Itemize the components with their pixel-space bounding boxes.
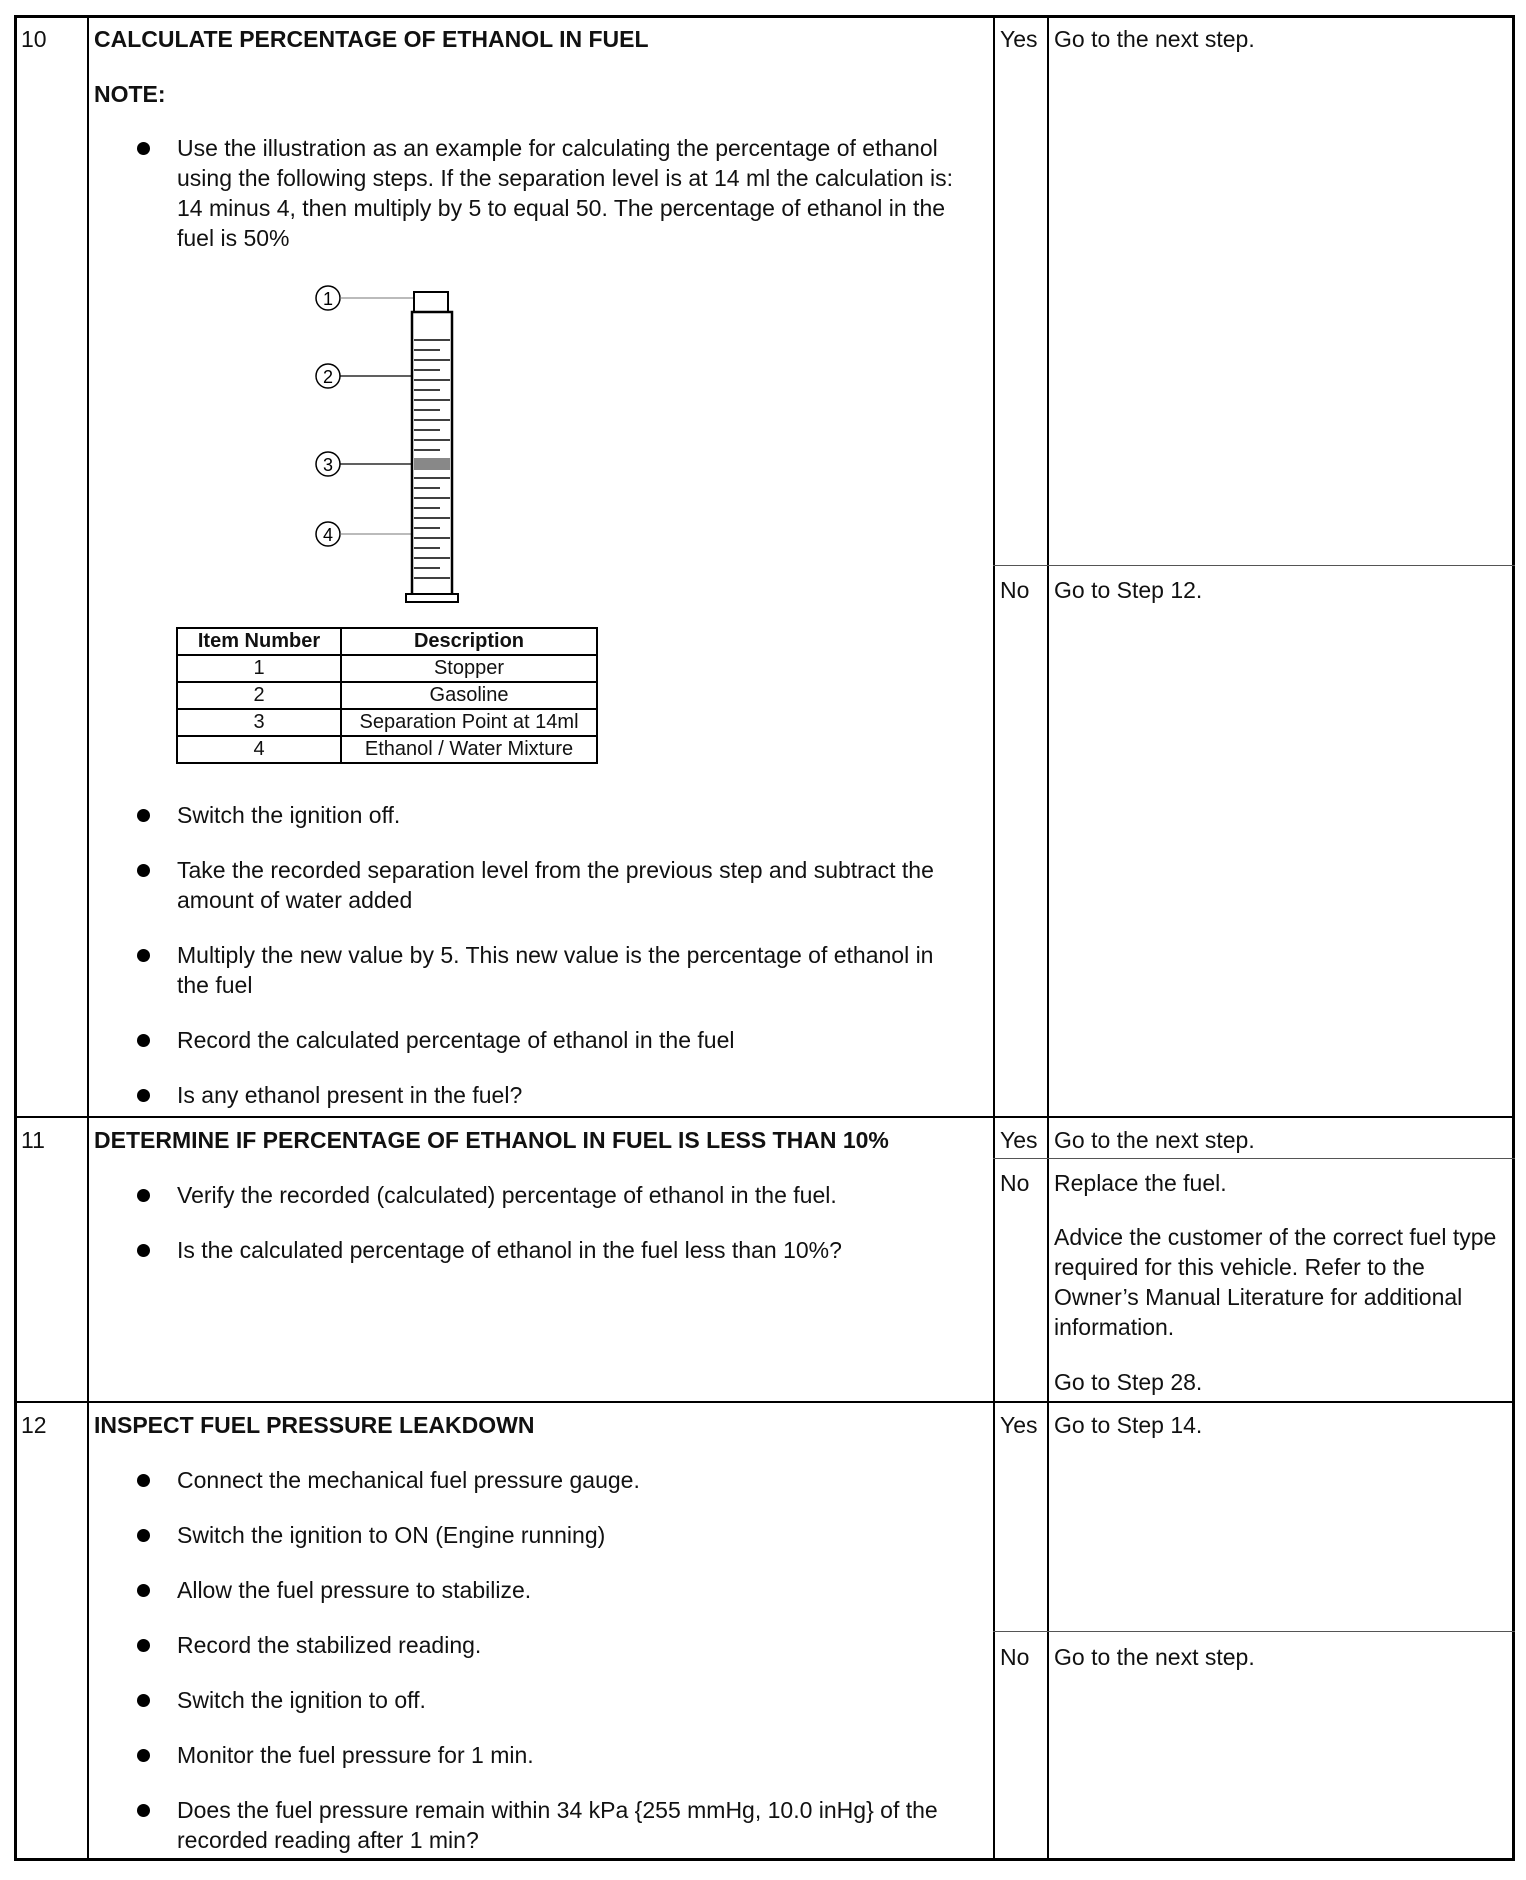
yesno-divider-12 — [993, 1631, 1515, 1632]
svg-text:2: 2 — [322, 367, 334, 387]
step-12-no-label: No — [1000, 1644, 1030, 1670]
cylinder-base — [406, 594, 458, 602]
table-cell: 2 — [177, 682, 341, 709]
callout-3 — [316, 452, 412, 476]
step-11-yes-label: Yes — [1000, 1127, 1038, 1153]
table-row — [177, 709, 597, 736]
step-10-yes-label: Yes — [1000, 26, 1038, 52]
step-12-bullets — [137, 1465, 967, 1880]
table-cell: Ethanol / Water Mixture — [341, 736, 597, 763]
list-item: Is any ethanol present in the fuel? — [137, 1080, 967, 1110]
step-11-bullets — [137, 1180, 967, 1290]
svg-text:3: 3 — [322, 455, 334, 475]
step-10-title: CALCULATE PERCENTAGE OF ETHANOL IN FUEL — [94, 26, 649, 52]
step-11-yes-action: Go to the next step. — [1054, 1127, 1255, 1153]
item-description-table — [176, 627, 598, 764]
step-12-no-action: Go to the next step. — [1054, 1644, 1255, 1670]
stopper — [414, 292, 448, 312]
list-item: Switch the ignition to ON (Engine running) — [137, 1520, 967, 1550]
step-11-no-label: No — [1000, 1170, 1030, 1196]
table-cell: 3 — [177, 709, 341, 736]
note-bullet: Use the illustration as an example for calculating the percentage of ethanol using the following steps. If the separation level is at 14 ml the calculation is: 14 minus 4, then multiply by 5 to equal 50. The percentage of ethanol in the fuel is 50% — [137, 133, 967, 253]
step-11-no-action-1: Replace the fuel. — [1054, 1170, 1227, 1196]
svg-text:4: 4 — [322, 525, 334, 545]
list-item: Is the calculated percentage of ethanol in the fuel less than 10%? — [137, 1235, 967, 1265]
step-12-number: 12 — [21, 1412, 47, 1438]
list-item: Multiply the new value by 5. This new value is the percentage of ethanol in the fuel — [137, 940, 967, 1000]
step-12-title: INSPECT FUEL PRESSURE LEAKDOWN — [94, 1412, 535, 1438]
step-11-no-action-3: Go to Step 28. — [1054, 1369, 1203, 1395]
cylinder-tube — [412, 312, 452, 597]
list-item: Monitor the fuel pressure for 1 min. — [137, 1740, 967, 1770]
step-11-number: 11 — [21, 1127, 45, 1153]
step-12-yes-action: Go to Step 14. — [1054, 1412, 1203, 1438]
header-description: Description — [341, 628, 597, 655]
step-10-no-label: No — [1000, 577, 1030, 603]
list-item: Record the calculated percentage of ethanol in the fuel — [137, 1025, 967, 1055]
callout-2 — [316, 364, 412, 388]
list-item: Connect the mechanical fuel pressure gauge. — [137, 1465, 967, 1495]
list-item: Verify the recorded (calculated) percentage of ethanol in the fuel. — [137, 1180, 967, 1210]
yesno-divider-10 — [993, 565, 1515, 566]
step-10-note-label: NOTE: — [94, 81, 166, 107]
graduated-cylinder-illustration — [300, 280, 480, 610]
list-item: Does the fuel pressure remain within 34 kPa {255 mmHg, 10.0 inHg} of the recorded reading after 1 min? — [137, 1795, 967, 1855]
table-cell: Stopper — [341, 655, 597, 682]
table-header-row — [177, 628, 597, 655]
col-divider-number — [87, 15, 89, 1861]
table-row — [177, 655, 597, 682]
table-cell: 1 — [177, 655, 341, 682]
table-cell: Separation Point at 14ml — [341, 709, 597, 736]
list-item: Allow the fuel pressure to stabilize. — [137, 1575, 967, 1605]
list-item: Take the recorded separation level from the previous step and subtract the amount of water added — [137, 855, 967, 915]
table-row — [177, 736, 597, 763]
row-divider-11-12 — [14, 1401, 1515, 1403]
table-cell: 4 — [177, 736, 341, 763]
table-cell: Gasoline — [341, 682, 597, 709]
col-divider-action — [1047, 15, 1049, 1861]
header-item-number: Item Number — [177, 628, 341, 655]
svg-text:1: 1 — [322, 289, 334, 309]
step-10-bullets — [137, 800, 967, 1135]
list-item: Switch the ignition off. — [137, 800, 967, 830]
separation-band — [414, 458, 450, 470]
list-item: Record the stabilized reading. — [137, 1630, 967, 1660]
callout-4 — [316, 522, 412, 546]
callout-1 — [316, 286, 415, 310]
list-item: Switch the ignition to off. — [137, 1685, 967, 1715]
step-12-yes-label: Yes — [1000, 1412, 1038, 1438]
col-divider-yesno — [993, 15, 995, 1861]
table-row — [177, 682, 597, 709]
step-11-no-action-2: Advice the customer of the correct fuel type required for this vehicle. Refer to the Owner’s Manual Literature for additional information. — [1054, 1224, 1497, 1340]
step-10-number: 10 — [21, 26, 47, 52]
step-10-yes-action: Go to the next step. — [1054, 26, 1255, 52]
step-10-no-action: Go to Step 12. — [1054, 577, 1203, 603]
step-11-title: DETERMINE IF PERCENTAGE OF ETHANOL IN FUEL IS LESS THAN 10% — [94, 1127, 889, 1153]
yesno-divider-11 — [993, 1158, 1515, 1159]
step-10-note-list — [137, 133, 967, 278]
